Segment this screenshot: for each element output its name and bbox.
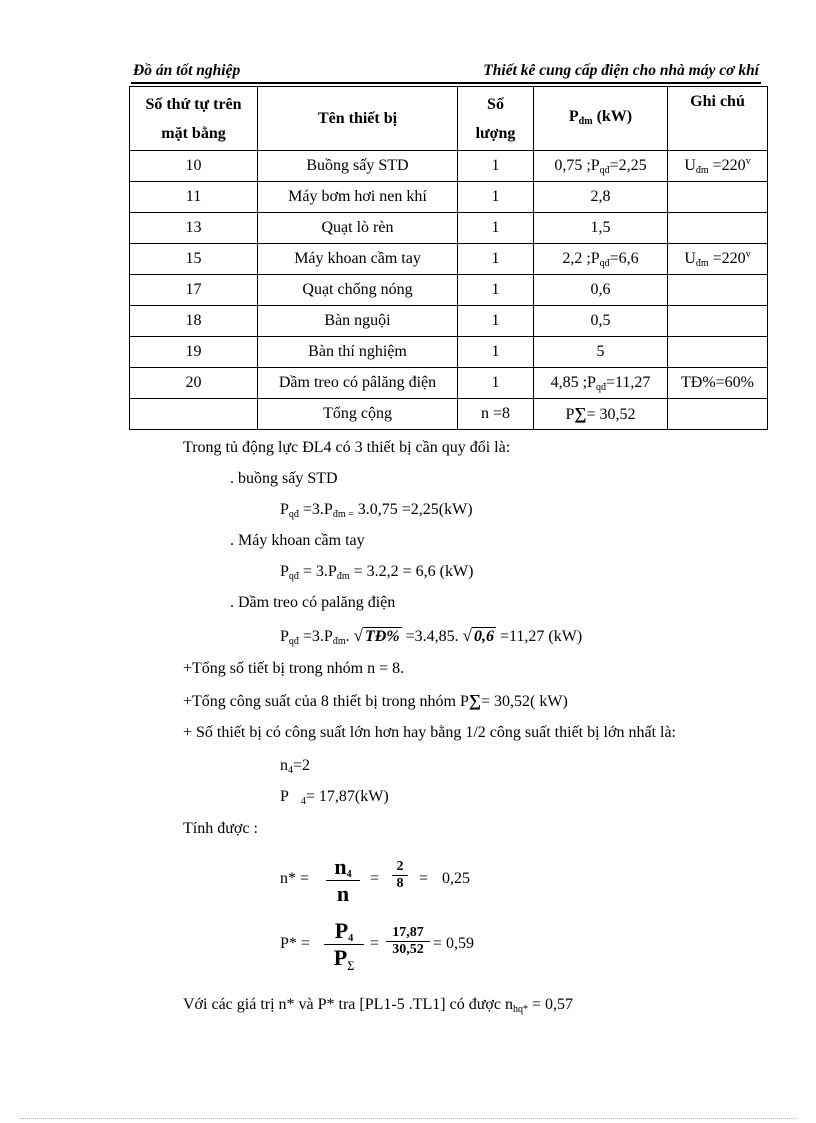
compute-label: Tính được : xyxy=(183,820,258,837)
cell-stt: 15 xyxy=(130,244,258,275)
pstar-fraction-2: $\frac{17,87}{30,52}$ xyxy=(386,925,430,958)
page-bottom-divider xyxy=(20,1118,796,1119)
table-header-row xyxy=(130,87,768,151)
cell-stt: 18 xyxy=(130,306,258,337)
nstar-denominator: n xyxy=(336,881,350,906)
total-label: Tổng cộng xyxy=(258,399,458,430)
page-header xyxy=(131,62,761,84)
p4-line: P $_4$= 17,87(kW) xyxy=(280,788,389,807)
cell-note: TĐ%=60% xyxy=(668,368,768,399)
total-power-text: +Tổng công suất của 8 thiết bị trong nhóm P∑= 30,52( kW) xyxy=(183,691,568,710)
header-qty: Số lượng xyxy=(458,87,534,151)
cell-qty: 1 xyxy=(458,275,534,306)
cell-note xyxy=(668,275,768,306)
cell-note xyxy=(668,182,768,213)
pstar-fraction xyxy=(324,918,364,971)
cell-name: Dầm treo có pâlăng điện xyxy=(258,368,458,399)
cell-note xyxy=(668,337,768,368)
sqrt-td: √ TĐ% xyxy=(353,626,400,645)
cell-stt: 11 xyxy=(130,182,258,213)
cell-qty: 1 xyxy=(458,213,534,244)
cell-name: Buồng sấy STD xyxy=(258,151,458,182)
header-right-title: Thiết kê cung cấp điện cho nhà máy cơ khí xyxy=(483,62,759,79)
table-row xyxy=(130,151,768,182)
cell-stt: 20 xyxy=(130,368,258,399)
n4-line: $n_4=2$ xyxy=(280,757,311,776)
cell-stt: 10 xyxy=(130,151,258,182)
table-row xyxy=(130,306,768,337)
cell-stt: 13 xyxy=(130,213,258,244)
cell-qty: 1 xyxy=(458,337,534,368)
cell-note xyxy=(668,306,768,337)
cell-name: Quạt chống nóng xyxy=(258,275,458,306)
table-row xyxy=(130,213,768,244)
cell-name: Bàn thí nghiệm xyxy=(258,337,458,368)
cell-qty: 1 xyxy=(458,182,534,213)
cell-power: 4,85 $;P_{qđ}=11,27$ xyxy=(534,368,668,399)
item-crane: . Dầm treo có palăng điện xyxy=(230,594,396,611)
total-note xyxy=(668,399,768,430)
nstar-numerator: $n_4$ xyxy=(326,854,360,881)
cell-note: $U_{đm} =220^v$ xyxy=(668,151,768,182)
table-row xyxy=(130,244,768,275)
table-row xyxy=(130,182,768,213)
table-row xyxy=(130,275,768,306)
cell-power: 0,5 xyxy=(534,306,668,337)
formula-drill: $P_{qđ} = 3.P_{đm} = 3.2,2 = 6,6$ (kW) xyxy=(280,563,474,582)
cell-name: Máy khoan cầm tay xyxy=(258,244,458,275)
total-qty: n =8 xyxy=(458,399,534,430)
nstar-fraction xyxy=(326,854,360,907)
device-table xyxy=(129,86,768,430)
cell-name: Máy bơm hơi nen khí xyxy=(258,182,458,213)
total-empty xyxy=(130,399,258,430)
half-rule-text: + Số thiết bị có công suất lớn hơn hay bằng 1/2 công suất thiết bị lớn nhất là: xyxy=(183,724,676,741)
cell-name: Bàn nguội xyxy=(258,306,458,337)
pstar-numerator: $P_4$ xyxy=(324,918,364,945)
intro-text: Trong tủ động lực ĐL4 có 3 thiết bị cần quy đổi là: xyxy=(183,439,511,456)
final-text: Với các giá trị n* và P* tra [PL1-5 .TL1] có được $n_{hq*} = 0,57$ xyxy=(183,996,573,1015)
total-count-text: +Tổng số tiết bị trong nhóm n = 8. xyxy=(183,660,405,677)
cell-power: 0,75 $;P_{qđ}=2,25$ xyxy=(534,151,668,182)
cell-qty: 1 xyxy=(458,244,534,275)
item-dryer: . buồng sấy STD xyxy=(230,470,338,487)
cell-power: 0,6 xyxy=(534,275,668,306)
cell-note xyxy=(668,213,768,244)
cell-qty: 1 xyxy=(458,151,534,182)
nstar-equals-1: = xyxy=(370,870,380,887)
header-note: Ghi chú xyxy=(668,87,768,151)
pstar-value: = 0,59 xyxy=(433,935,475,952)
header-left-title: Đồ án tốt nghiệp xyxy=(133,62,241,79)
nstar-value: 0,25 xyxy=(442,870,470,887)
header-name: Tên thiết bị xyxy=(258,87,458,151)
cell-power: 5 xyxy=(534,337,668,368)
nstar-fraction-2: $\frac{2}{8}$ xyxy=(392,859,408,892)
nstar-equals-2: = xyxy=(419,870,429,887)
formula-crane: $P_{qđ} =3.P_{đm}$. √ TĐ% =3.4,85. √ 0,6 =11,27 (kW) xyxy=(280,626,583,647)
pstar-equals-1: = xyxy=(370,935,380,952)
cell-qty: 1 xyxy=(458,368,534,399)
cell-name: Quạt lò rèn xyxy=(258,213,458,244)
total-power: P∑= 30,52 xyxy=(534,399,668,430)
table-total-row xyxy=(130,399,768,430)
table-row xyxy=(130,368,768,399)
cell-stt: 19 xyxy=(130,337,258,368)
sqrt-06: √ 0,6 xyxy=(462,626,494,645)
cell-power: 2,2 $;P_{qđ}=6,6$ xyxy=(534,244,668,275)
pstar-label: P* = xyxy=(280,935,310,952)
cell-note: $U_{đm} =220^v$ xyxy=(668,244,768,275)
nstar-label: n* = xyxy=(280,870,310,887)
cell-stt: 17 xyxy=(130,275,258,306)
header-power: $P_{đm}$ (kW) xyxy=(534,87,668,151)
cell-qty: 1 xyxy=(458,306,534,337)
pstar-denominator: $P_\sum$ xyxy=(333,945,355,971)
item-drill: . Máy khoan cầm tay xyxy=(230,532,365,549)
cell-power: 2,8 xyxy=(534,182,668,213)
table-row xyxy=(130,337,768,368)
header-stt: Số thứ tự trên mặt bằng xyxy=(130,87,258,151)
cell-power: 1,5 xyxy=(534,213,668,244)
formula-dryer: $P_{qđ} =3.P_{đm =}$ 3.0,75 =2,25(kW) xyxy=(280,501,473,520)
